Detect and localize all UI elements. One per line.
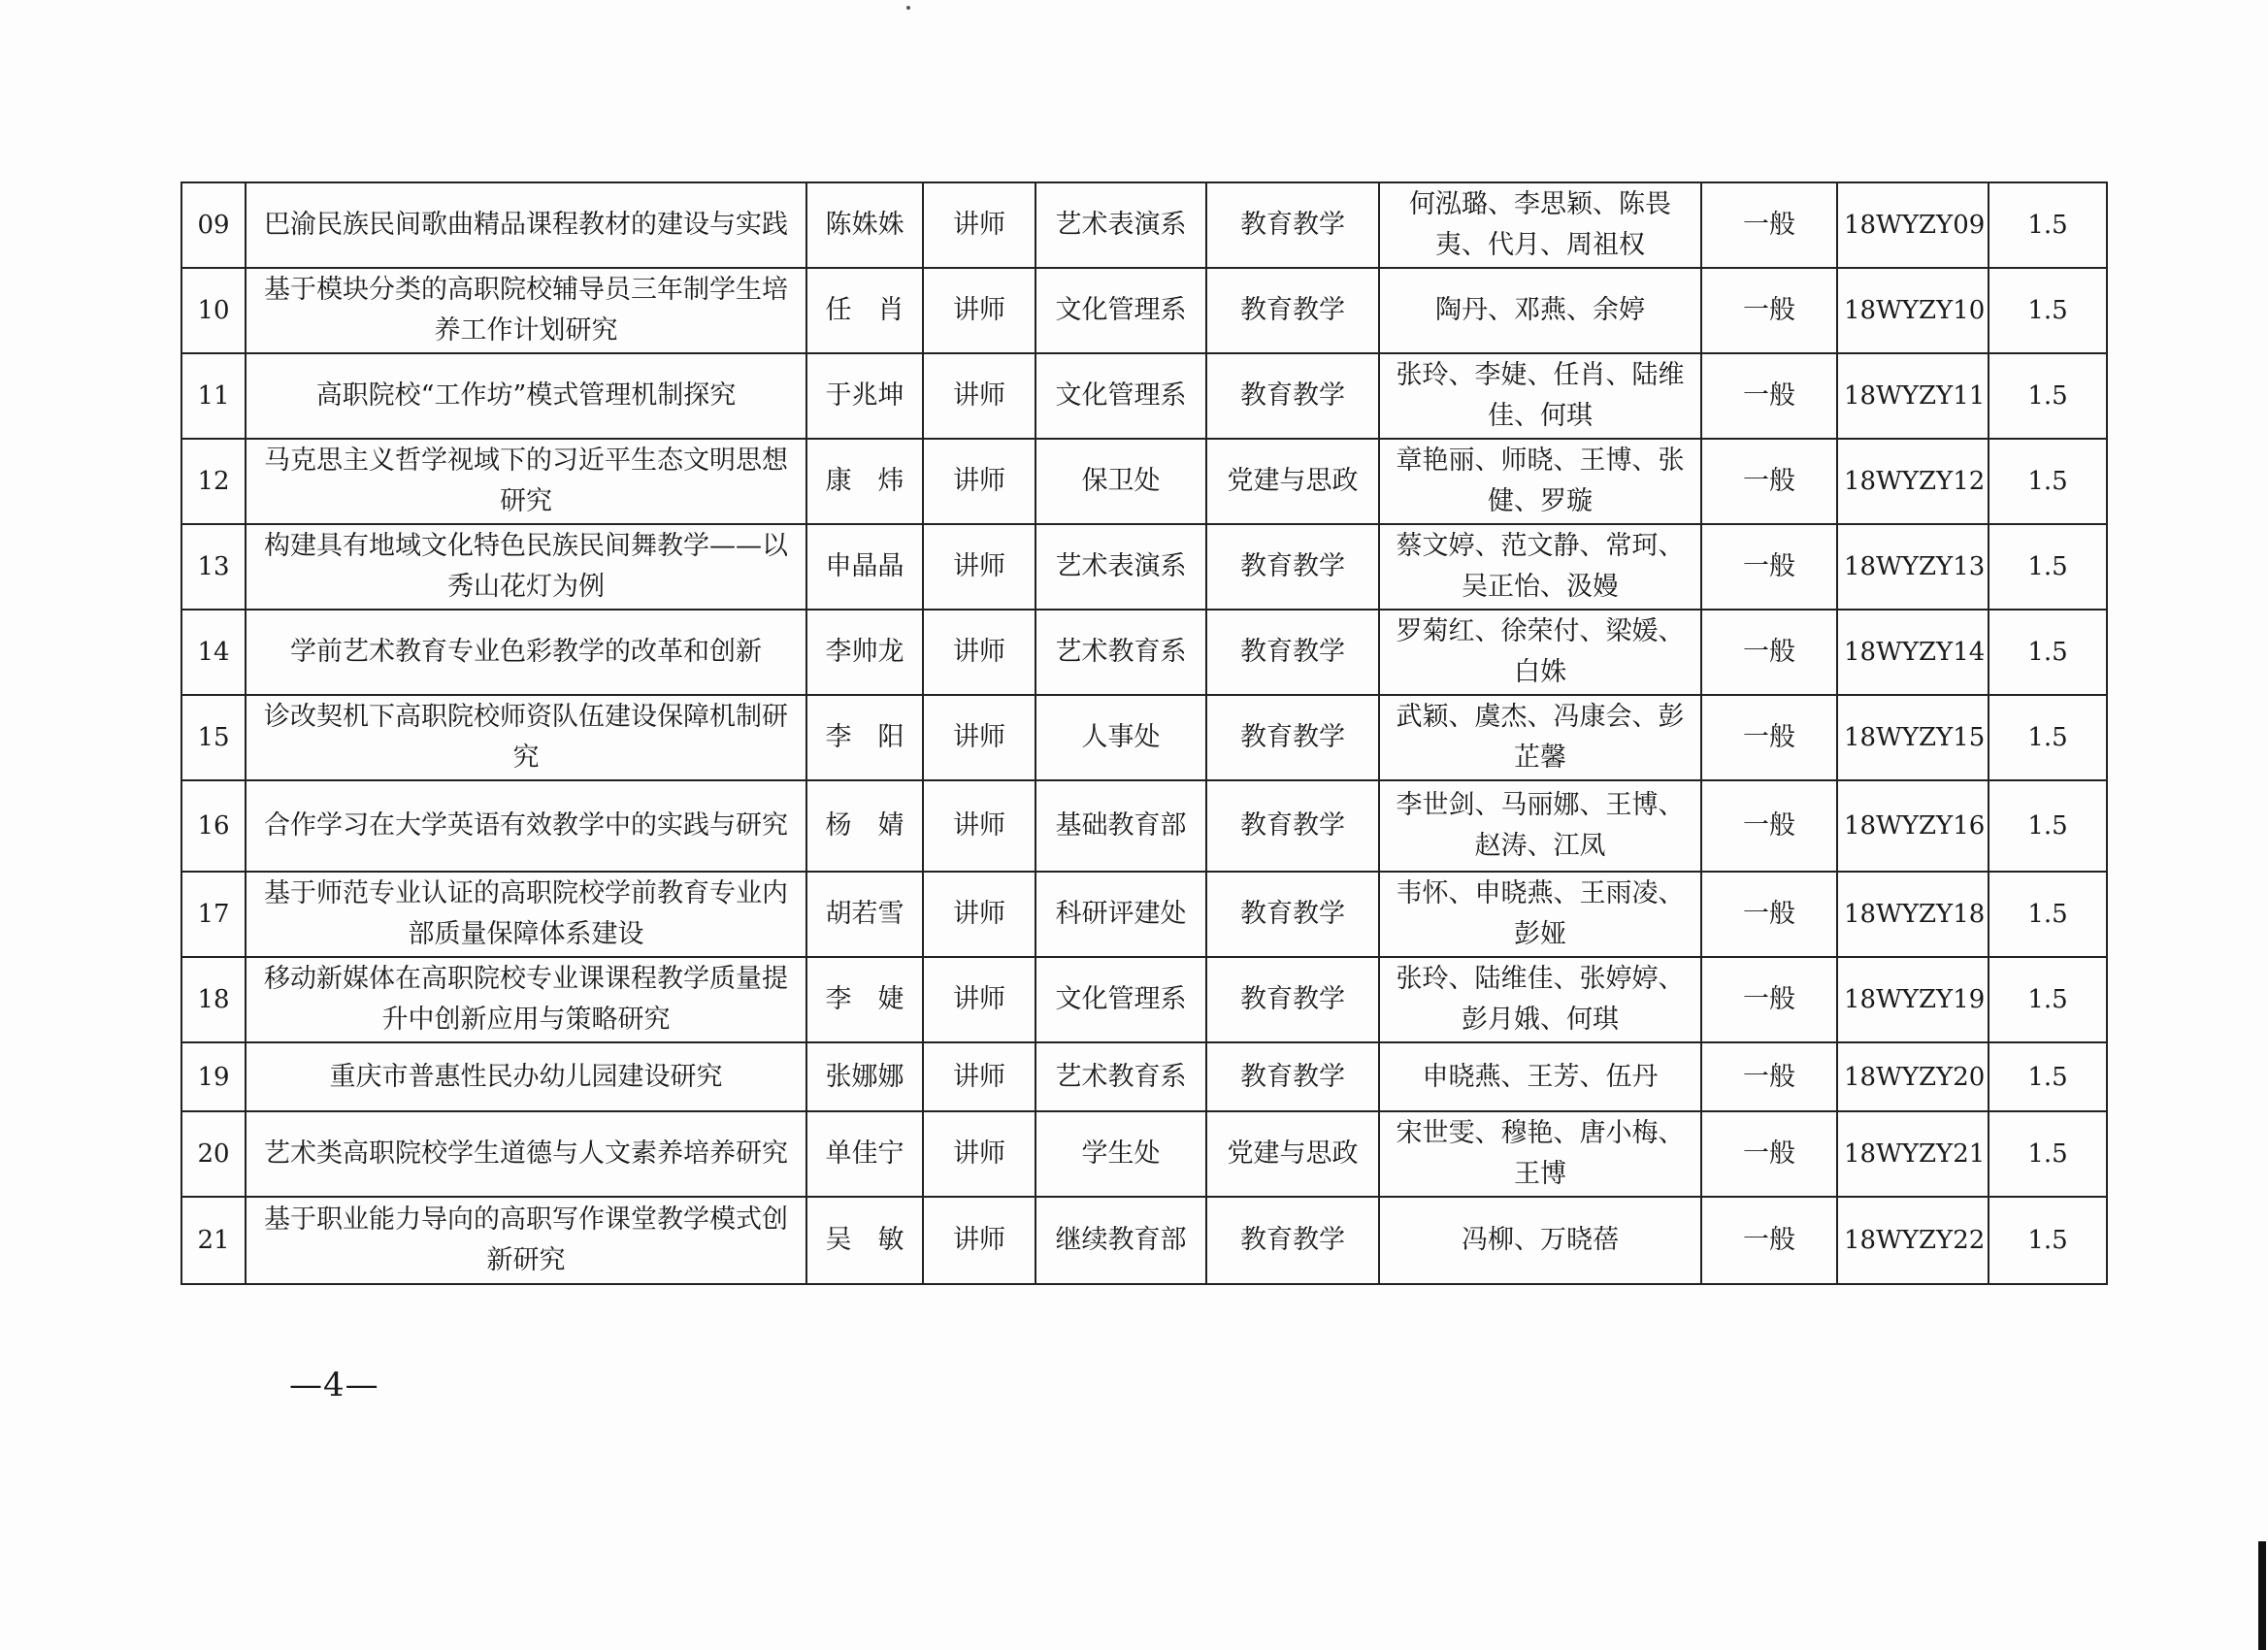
department: 基础教育部 [1035,780,1206,872]
funding-amount: 1.5 [1989,872,2107,957]
row-number: 17 [181,872,246,957]
leader-title: 讲师 [923,1197,1035,1284]
project-name: 构建具有地域文化特色民族民间舞教学——以秀山花灯为例 [246,524,806,610]
project-name: 基于职业能力导向的高职写作课堂教学模式创新研究 [246,1197,806,1284]
project-category: 教育教学 [1206,182,1379,268]
leader-title: 讲师 [923,957,1035,1042]
funding-amount: 1.5 [1989,695,2107,780]
department: 艺术教育系 [1035,1042,1206,1111]
project-code: 18WYZY15 [1837,695,1989,780]
table-row [181,524,2107,610]
funding-amount: 1.5 [1989,1197,2107,1284]
project-category: 教育教学 [1206,1197,1379,1284]
project-code: 18WYZY11 [1837,353,1989,439]
team-members: 何泓璐、李思颖、陈畏夷、代月、周祖权 [1379,182,1701,268]
table-row [181,957,2107,1042]
project-name: 巴渝民族民间歌曲精品课程教材的建设与实践 [246,182,806,268]
leader-title: 讲师 [923,695,1035,780]
department: 文化管理系 [1035,957,1206,1042]
leader-title: 讲师 [923,1042,1035,1111]
project-category: 教育教学 [1206,872,1379,957]
table-row [181,182,2107,268]
project-level: 一般 [1701,268,1837,353]
funding-amount: 1.5 [1989,1111,2107,1197]
table-row [181,353,2107,439]
project-name: 学前艺术教育专业色彩教学的改革和创新 [246,610,806,695]
project-level: 一般 [1701,524,1837,610]
leader-name: 张娜娜 [806,1042,923,1111]
funding-amount: 1.5 [1989,610,2107,695]
team-members: 张玲、李婕、任肖、陆维佳、何琪 [1379,353,1701,439]
project-code: 18WYZY14 [1837,610,1989,695]
project-code: 18WYZY10 [1837,268,1989,353]
leader-name: 申晶晶 [806,524,923,610]
row-number: 16 [181,780,246,872]
funding-amount: 1.5 [1989,268,2107,353]
team-members: 申晓燕、王芳、伍丹 [1379,1042,1701,1111]
project-code: 18WYZY16 [1837,780,1989,872]
leader-title: 讲师 [923,1111,1035,1197]
leader-title: 讲师 [923,439,1035,524]
funding-amount: 1.5 [1989,1042,2107,1111]
project-category: 教育教学 [1206,610,1379,695]
department: 艺术教育系 [1035,610,1206,695]
leader-title: 讲师 [923,268,1035,353]
leader-title: 讲师 [923,353,1035,439]
project-category: 教育教学 [1206,524,1379,610]
leader-title: 讲师 [923,610,1035,695]
row-number: 18 [181,957,246,1042]
funding-amount: 1.5 [1989,780,2107,872]
project-category: 教育教学 [1206,780,1379,872]
row-number: 11 [181,353,246,439]
team-members: 陶丹、邓燕、余婷 [1379,268,1701,353]
project-name: 马克思主义哲学视域下的习近平生态文明思想研究 [246,439,806,524]
row-number: 09 [181,182,246,268]
project-code: 18WYZY20 [1837,1042,1989,1111]
leader-name: 陈姝姝 [806,182,923,268]
project-table [181,182,2108,1285]
table-row [181,1111,2107,1197]
row-number: 13 [181,524,246,610]
department: 继续教育部 [1035,1197,1206,1284]
table-row [181,268,2107,353]
project-level: 一般 [1701,957,1837,1042]
scan-speck [906,6,910,10]
funding-amount: 1.5 [1989,957,2107,1042]
leader-title: 讲师 [923,872,1035,957]
project-code: 18WYZY18 [1837,872,1989,957]
row-number: 21 [181,1197,246,1284]
row-number: 15 [181,695,246,780]
table-row [181,1197,2107,1284]
leader-name: 任 肖 [806,268,923,353]
row-number: 14 [181,610,246,695]
project-name: 基于师范专业认证的高职院校学前教育专业内部质量保障体系建设 [246,872,806,957]
table-row [181,872,2107,957]
project-code: 18WYZY19 [1837,957,1989,1042]
leader-title: 讲师 [923,780,1035,872]
scan-edge-mark [2258,1541,2266,1650]
project-name: 艺术类高职院校学生道德与人文素养培养研究 [246,1111,806,1197]
funding-amount: 1.5 [1989,353,2107,439]
funding-amount: 1.5 [1989,439,2107,524]
team-members: 章艳丽、师晓、王博、张健、罗璇 [1379,439,1701,524]
project-level: 一般 [1701,439,1837,524]
project-name: 基于模块分类的高职院校辅导员三年制学生培养工作计划研究 [246,268,806,353]
leader-title: 讲师 [923,524,1035,610]
project-level: 一般 [1701,353,1837,439]
leader-name: 于兆坤 [806,353,923,439]
project-category: 教育教学 [1206,695,1379,780]
department: 文化管理系 [1035,353,1206,439]
funding-amount: 1.5 [1989,524,2107,610]
leader-name: 胡若雪 [806,872,923,957]
department: 保卫处 [1035,439,1206,524]
team-members: 冯柳、万晓蓓 [1379,1197,1701,1284]
project-level: 一般 [1701,780,1837,872]
leader-name: 李帅龙 [806,610,923,695]
table-row [181,1042,2107,1111]
department: 科研评建处 [1035,872,1206,957]
project-name: 高职院校“工作坊”模式管理机制探究 [246,353,806,439]
project-level: 一般 [1701,1042,1837,1111]
department: 文化管理系 [1035,268,1206,353]
project-level: 一般 [1701,610,1837,695]
project-level: 一般 [1701,872,1837,957]
team-members: 武颖、虞杰、冯康会、彭芷馨 [1379,695,1701,780]
table-row [181,439,2107,524]
project-level: 一般 [1701,1197,1837,1284]
team-members: 张玲、陆维佳、张婷婷、彭月娥、何琪 [1379,957,1701,1042]
project-name: 诊改契机下高职院校师资队伍建设保障机制研究 [246,695,806,780]
team-members: 李世剑、马丽娜、王博、赵涛、江凤 [1379,780,1701,872]
row-number: 10 [181,268,246,353]
project-code: 18WYZY13 [1837,524,1989,610]
project-name: 重庆市普惠性民办幼儿园建设研究 [246,1042,806,1111]
department: 学生处 [1035,1111,1206,1197]
project-category: 党建与思政 [1206,1111,1379,1197]
project-level: 一般 [1701,1111,1837,1197]
team-members: 宋世雯、穆艳、唐小梅、王博 [1379,1111,1701,1197]
table-row [181,780,2107,872]
table-row [181,695,2107,780]
project-category: 教育教学 [1206,353,1379,439]
leader-name: 李 阳 [806,695,923,780]
project-level: 一般 [1701,182,1837,268]
department: 人事处 [1035,695,1206,780]
team-members: 罗菊红、徐荣付、梁媛、白姝 [1379,610,1701,695]
leader-name: 吴 敏 [806,1197,923,1284]
project-code: 18WYZY09 [1837,182,1989,268]
project-category: 教育教学 [1206,1042,1379,1111]
project-name: 合作学习在大学英语有效教学中的实践与研究 [246,780,806,872]
funding-amount: 1.5 [1989,182,2107,268]
row-number: 20 [181,1111,246,1197]
leader-name: 单佳宁 [806,1111,923,1197]
row-number: 19 [181,1042,246,1111]
project-code: 18WYZY22 [1837,1197,1989,1284]
table-body [181,182,2107,1284]
project-name: 移动新媒体在高职院校专业课课程教学质量提升中创新应用与策略研究 [246,957,806,1042]
department: 艺术表演系 [1035,524,1206,610]
table-row [181,610,2107,695]
row-number: 12 [181,439,246,524]
leader-name: 李 婕 [806,957,923,1042]
project-category: 党建与思政 [1206,439,1379,524]
project-category: 教育教学 [1206,268,1379,353]
project-level: 一般 [1701,695,1837,780]
leader-name: 康 炜 [806,439,923,524]
page-number: —4— [289,1366,379,1404]
team-members: 韦怀、申晓燕、王雨凌、彭娅 [1379,872,1701,957]
team-members: 蔡文婷、范文静、常珂、吴正怡、汲嫚 [1379,524,1701,610]
department: 艺术表演系 [1035,182,1206,268]
project-code: 18WYZY21 [1837,1111,1989,1197]
project-category: 教育教学 [1206,957,1379,1042]
leader-name: 杨 婧 [806,780,923,872]
project-code: 18WYZY12 [1837,439,1989,524]
leader-title: 讲师 [923,182,1035,268]
